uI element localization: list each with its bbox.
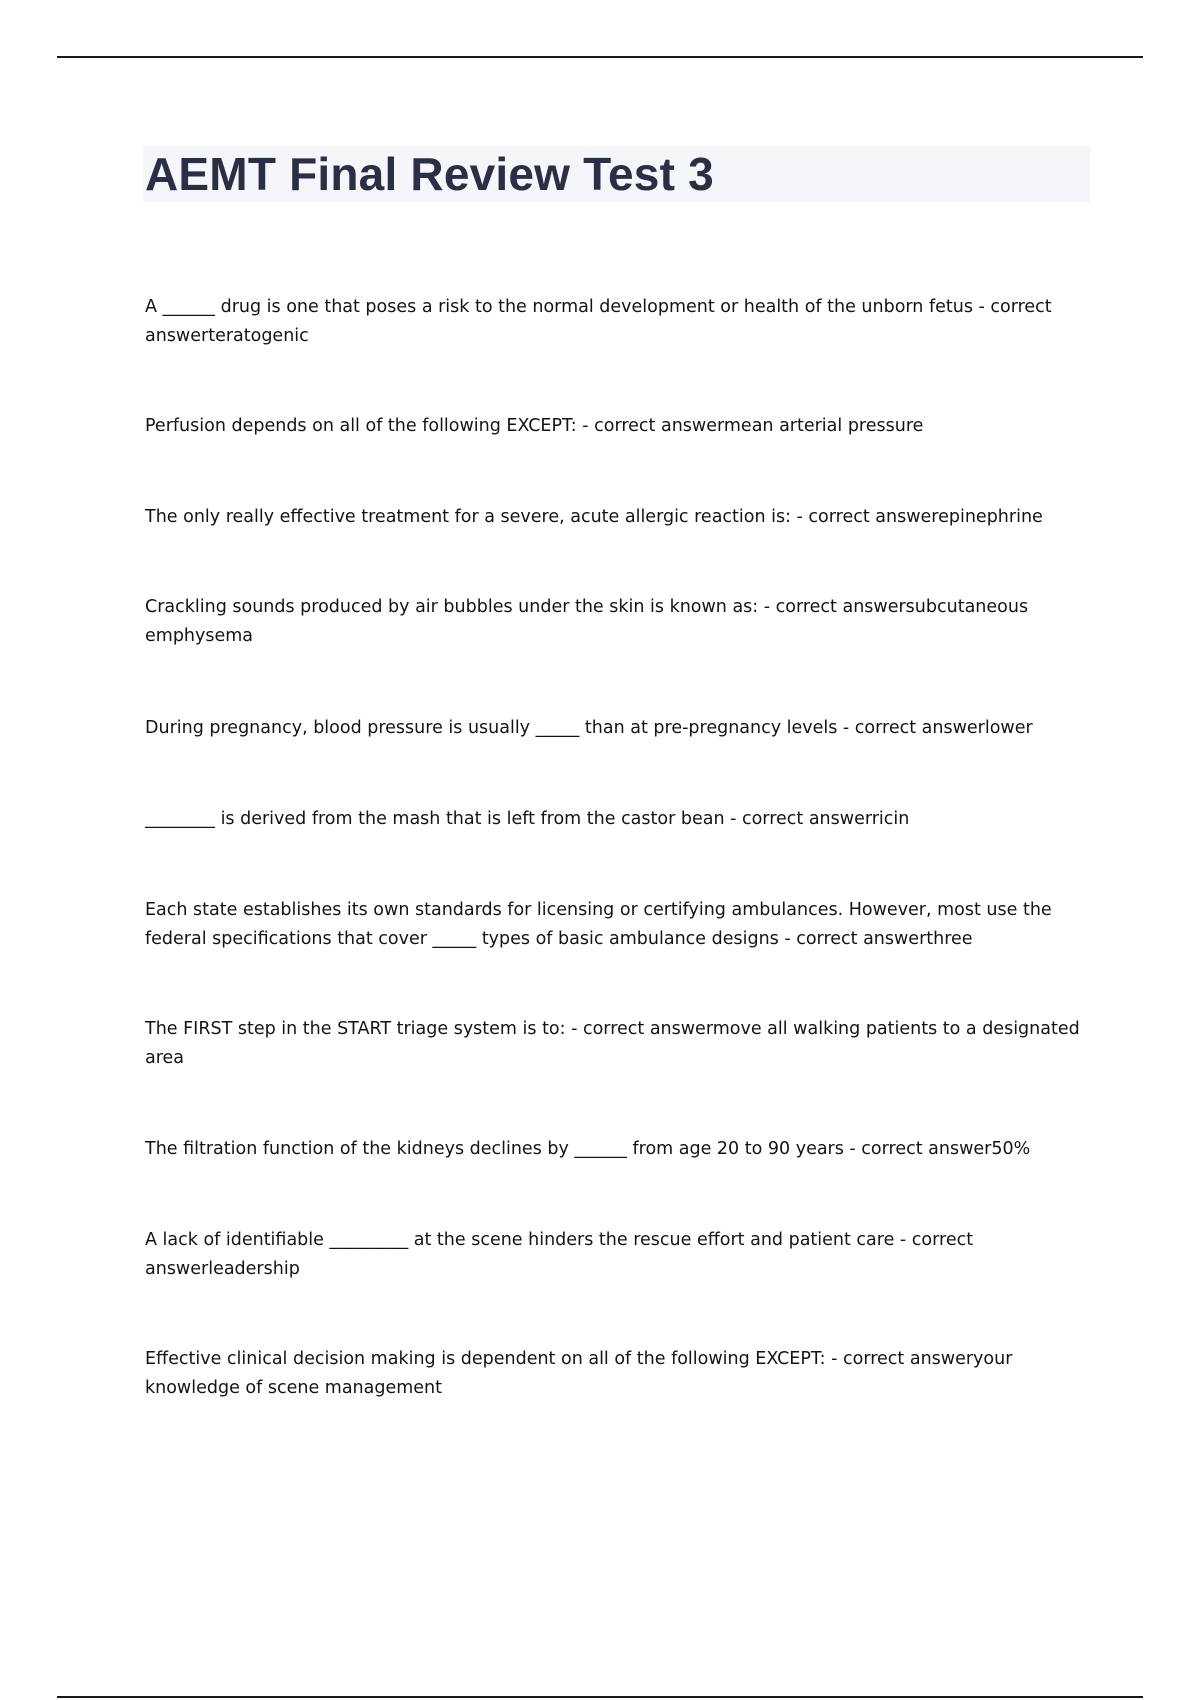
qa-item-6: ________ is derived from the mash that is left from the castor bean - correct answerricin [145, 809, 910, 829]
qa-item-1: A ______ drug is one that poses a risk to the normal development or health of the unborn fetus - correct answerteratogenic [145, 297, 1052, 346]
qa-item-10: A lack of identifiable _________ at the scene hinders the rescue effort and patient care - correct answerleadership [145, 1230, 974, 1279]
qa-item-2: Perfusion depends on all of the following EXCEPT: - correct answermean arterial pressure [145, 416, 924, 436]
qa-item-3: The only really effective treatment for a severe, acute allergic reaction is: - correct answerepinephrine [145, 507, 1043, 527]
top-rule [57, 56, 1143, 58]
qa-item-9: The filtration function of the kidneys declines by ______ from age 20 to 90 years - correct answer50% [145, 1139, 1031, 1159]
qa-item-7: Each state establishes its own standards for licensing or certifying ambulances. However, most use the federal specifications that cover _____ types of basic ambulance designs - correct answerthree [145, 900, 1052, 949]
qa-item-4: Crackling sounds produced by air bubbles under the skin is known as: - correct answersubcutaneous emphysema [145, 597, 1029, 646]
qa-item-5: During pregnancy, blood pressure is usually _____ than at pre-pregnancy levels - correct answerlower [145, 718, 1033, 738]
document-title: AEMT Final Review Test 3 [145, 148, 714, 200]
bottom-rule [57, 1696, 1143, 1698]
qa-item-8: The FIRST step in the START triage system is to: - correct answermove all walking patients to a designated area [145, 1019, 1080, 1068]
qa-item-11: Effective clinical decision making is dependent on all of the following EXCEPT: - correct answeryour knowledge of scene management [145, 1349, 1013, 1398]
